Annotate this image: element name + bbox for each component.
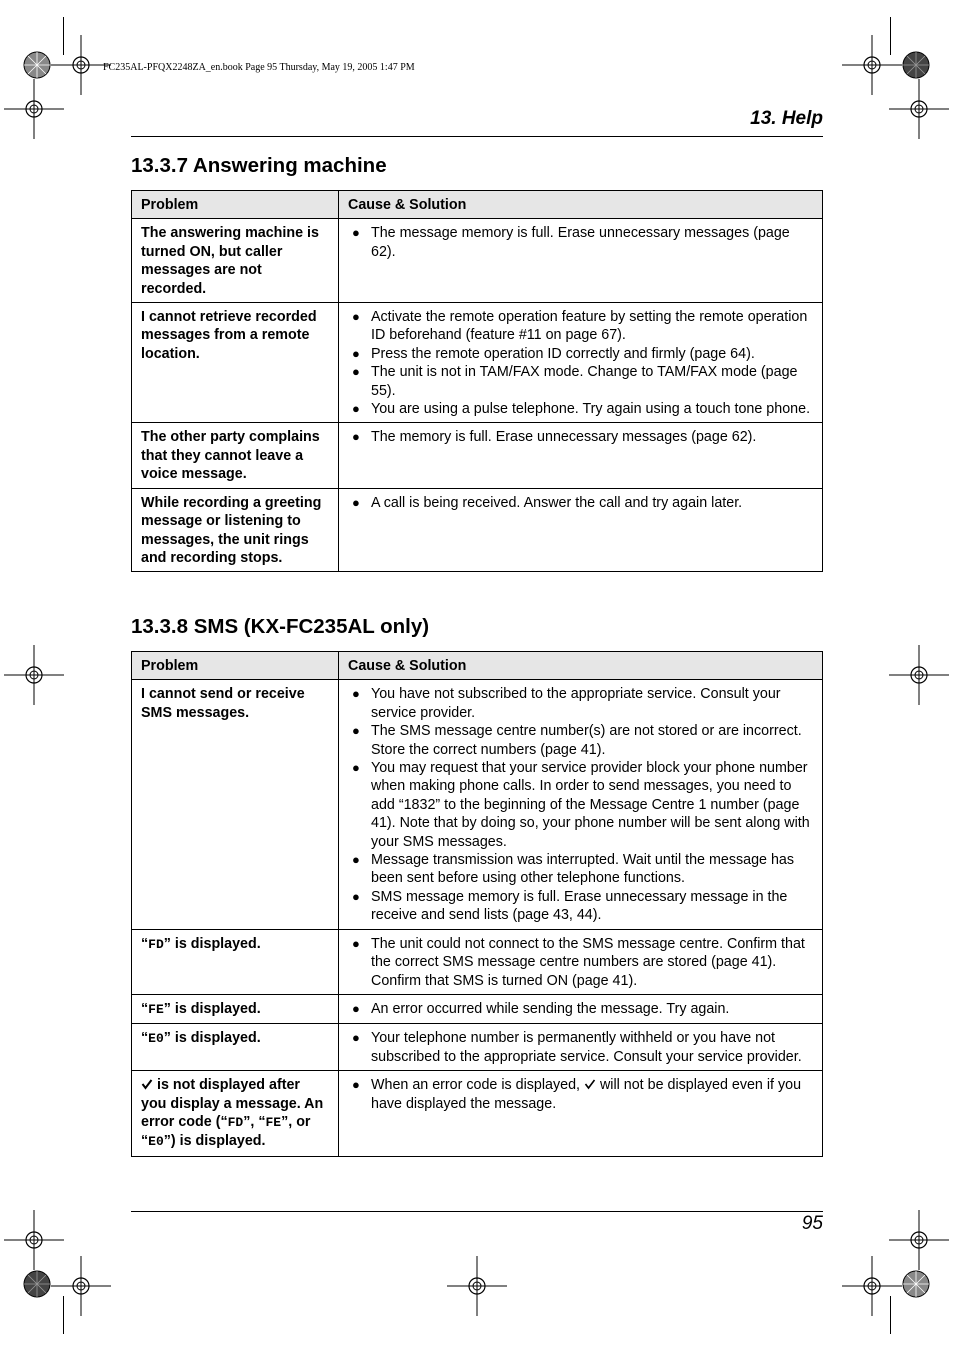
column-header: Problem bbox=[132, 652, 339, 680]
problem-cell: “E0” is displayed. bbox=[132, 1024, 339, 1071]
problem-cell: I cannot send or receive SMS messages. bbox=[132, 680, 339, 929]
bullet-icon: ● bbox=[352, 401, 360, 417]
error-code: E0 bbox=[148, 1134, 164, 1150]
section-title: 13.3.8 SMS (KX-FC235AL only) bbox=[131, 615, 430, 638]
solution-cell bbox=[339, 423, 823, 488]
table-header-row bbox=[132, 652, 823, 680]
check-icon bbox=[141, 1078, 153, 1090]
table-header-row bbox=[132, 191, 823, 219]
solution-item: ● The unit is not in TAM/FAX mode. Change to TAM/FAX mode (page 55). bbox=[352, 364, 798, 399]
error-code: FD bbox=[227, 1114, 244, 1130]
table-row bbox=[132, 1024, 823, 1071]
page-header bbox=[131, 106, 823, 137]
solution-item: ● The unit could not connect to the SMS message centre. Confirm that the correct SMS message centre numbers are stored (page 41). Confirm that SMS is turned ON (page 41). bbox=[352, 935, 805, 989]
bullet-icon: ● bbox=[352, 345, 360, 361]
registration-mark-icon bbox=[4, 79, 64, 139]
solution-item: ● You have not subscribed to the appropriate service. Consult your service provider. bbox=[352, 686, 781, 721]
problem-cell: “FE” is displayed. bbox=[132, 994, 339, 1023]
solution-cell bbox=[339, 1071, 823, 1157]
solution-item: ● An error occurred while sending the message. Try again. bbox=[352, 1000, 730, 1017]
error-code: FE bbox=[265, 1114, 282, 1130]
bullet-icon: ● bbox=[352, 1000, 360, 1016]
bullet-icon: ● bbox=[352, 494, 360, 510]
registration-mark-icon bbox=[447, 1256, 507, 1316]
problem-cell: While recording a greeting message or listening to messages, the unit rings and recording stops. bbox=[132, 488, 339, 572]
troubleshooting-table bbox=[131, 651, 823, 1157]
bullet-icon: ● bbox=[352, 1030, 360, 1046]
solution-item: ● A call is being received. Answer the call and try again later. bbox=[352, 494, 743, 511]
problem-cell: “FD” is displayed. bbox=[132, 929, 339, 994]
solution-item: ● The message memory is full. Erase unnecessary messages (page 62). bbox=[352, 225, 790, 260]
page-number: 95 bbox=[801, 1213, 823, 1234]
registration-mark-icon bbox=[842, 1256, 902, 1316]
crop-line bbox=[890, 17, 891, 55]
solution-item: ● The SMS message centre number(s) are not stored or are incorrect. Store the correct numbers (page 41). bbox=[352, 723, 802, 758]
registration-mark-icon bbox=[889, 645, 949, 705]
solution-cell bbox=[339, 488, 823, 572]
registration-mark-icon bbox=[4, 645, 64, 705]
bullet-icon: ● bbox=[352, 1077, 360, 1093]
table-row bbox=[132, 219, 823, 303]
solution-item: ● Press the remote operation ID correctly and firmly (page 64). bbox=[352, 345, 755, 362]
table-row bbox=[132, 423, 823, 488]
error-code: FE bbox=[148, 1001, 164, 1017]
table-row bbox=[132, 303, 823, 423]
troubleshooting-table bbox=[131, 190, 823, 572]
error-code: FD bbox=[148, 936, 164, 952]
solution-item: ● When an error code is displayed, will not be displayed even if you have displayed the message. bbox=[352, 1077, 802, 1112]
solution-item: ● Activate the remote operation feature by setting the remote operation ID beforehand (feature #11 on page 67). bbox=[352, 309, 808, 344]
chapter-title: 13. Help bbox=[750, 108, 823, 129]
bullet-icon: ● bbox=[352, 723, 360, 739]
column-header: Cause & Solution bbox=[339, 191, 823, 219]
solution-cell bbox=[339, 303, 823, 423]
starburst-mark-icon bbox=[902, 51, 930, 79]
bullet-icon: ● bbox=[352, 686, 360, 702]
column-header: Problem bbox=[132, 191, 339, 219]
solution-cell bbox=[339, 219, 823, 303]
column-header: Cause & Solution bbox=[339, 652, 823, 680]
crop-line bbox=[890, 1296, 891, 1334]
solution-item: ● You are using a pulse telephone. Try again using a touch tone phone. bbox=[352, 401, 811, 418]
bullet-icon: ● bbox=[352, 935, 360, 951]
solution-item: ● Your telephone number is permanently withheld or you have not subscribed to the appropriate service. Consult your service provider. bbox=[352, 1030, 802, 1065]
footer-rule bbox=[131, 1211, 823, 1212]
check-icon bbox=[584, 1078, 596, 1090]
registration-mark-icon bbox=[889, 79, 949, 139]
bullet-icon: ● bbox=[352, 364, 360, 380]
print-info-line: FC235AL-PFQX2248ZA_en.book Page 95 Thursday, May 19, 2005 1:47 PM bbox=[103, 62, 415, 73]
problem-cell: The other party complains that they cannot leave a voice message. bbox=[132, 423, 339, 488]
solution-cell bbox=[339, 1024, 823, 1071]
bullet-icon: ● bbox=[352, 309, 360, 325]
starburst-mark-icon bbox=[23, 51, 51, 79]
solution-cell bbox=[339, 680, 823, 929]
solution-cell bbox=[339, 929, 823, 994]
table-row bbox=[132, 994, 823, 1023]
problem-cell: is not displayed after you display a message. An error code (“FD”, “FE”, or “E0”) is displayed. bbox=[132, 1071, 339, 1157]
bullet-icon: ● bbox=[352, 225, 360, 241]
bullet-icon: ● bbox=[352, 760, 360, 776]
problem-cell: The answering machine is turned ON, but caller messages are not recorded. bbox=[132, 219, 339, 303]
solution-item: ● The memory is full. Erase unnecessary messages (page 62). bbox=[352, 429, 757, 446]
error-code: E0 bbox=[148, 1031, 164, 1047]
table-row bbox=[132, 680, 823, 929]
solution-item: ● Message transmission was interrupted. Wait until the message has been sent before using other telephone functions. bbox=[352, 852, 795, 887]
solution-cell bbox=[339, 994, 823, 1023]
table-row bbox=[132, 488, 823, 572]
table-row bbox=[132, 929, 823, 994]
solution-item: ● SMS message memory is full. Erase unnecessary message in the receive and send lists (page 43, 44). bbox=[352, 888, 788, 924]
bullet-icon: ● bbox=[352, 888, 360, 904]
problem-cell: I cannot retrieve recorded messages from a remote location. bbox=[132, 303, 339, 423]
bullet-icon: ● bbox=[352, 852, 360, 868]
registration-mark-icon bbox=[51, 1256, 111, 1316]
starburst-mark-icon bbox=[23, 1270, 51, 1298]
section-title: 13.3.7 Answering machine bbox=[131, 154, 387, 177]
starburst-mark-icon bbox=[902, 1270, 930, 1298]
table-row bbox=[132, 1071, 823, 1157]
solution-item: ● You may request that your service provider block your phone number when making phone calls. In order to send messages, you need to add “1832” to the beginning of the Message Centre 1 number (page 41). Note that by doing so, your phone number will be sent along with your SMS messages. bbox=[352, 760, 810, 850]
crop-line bbox=[63, 17, 64, 55]
bullet-icon: ● bbox=[352, 429, 360, 445]
crop-line bbox=[63, 1296, 64, 1334]
